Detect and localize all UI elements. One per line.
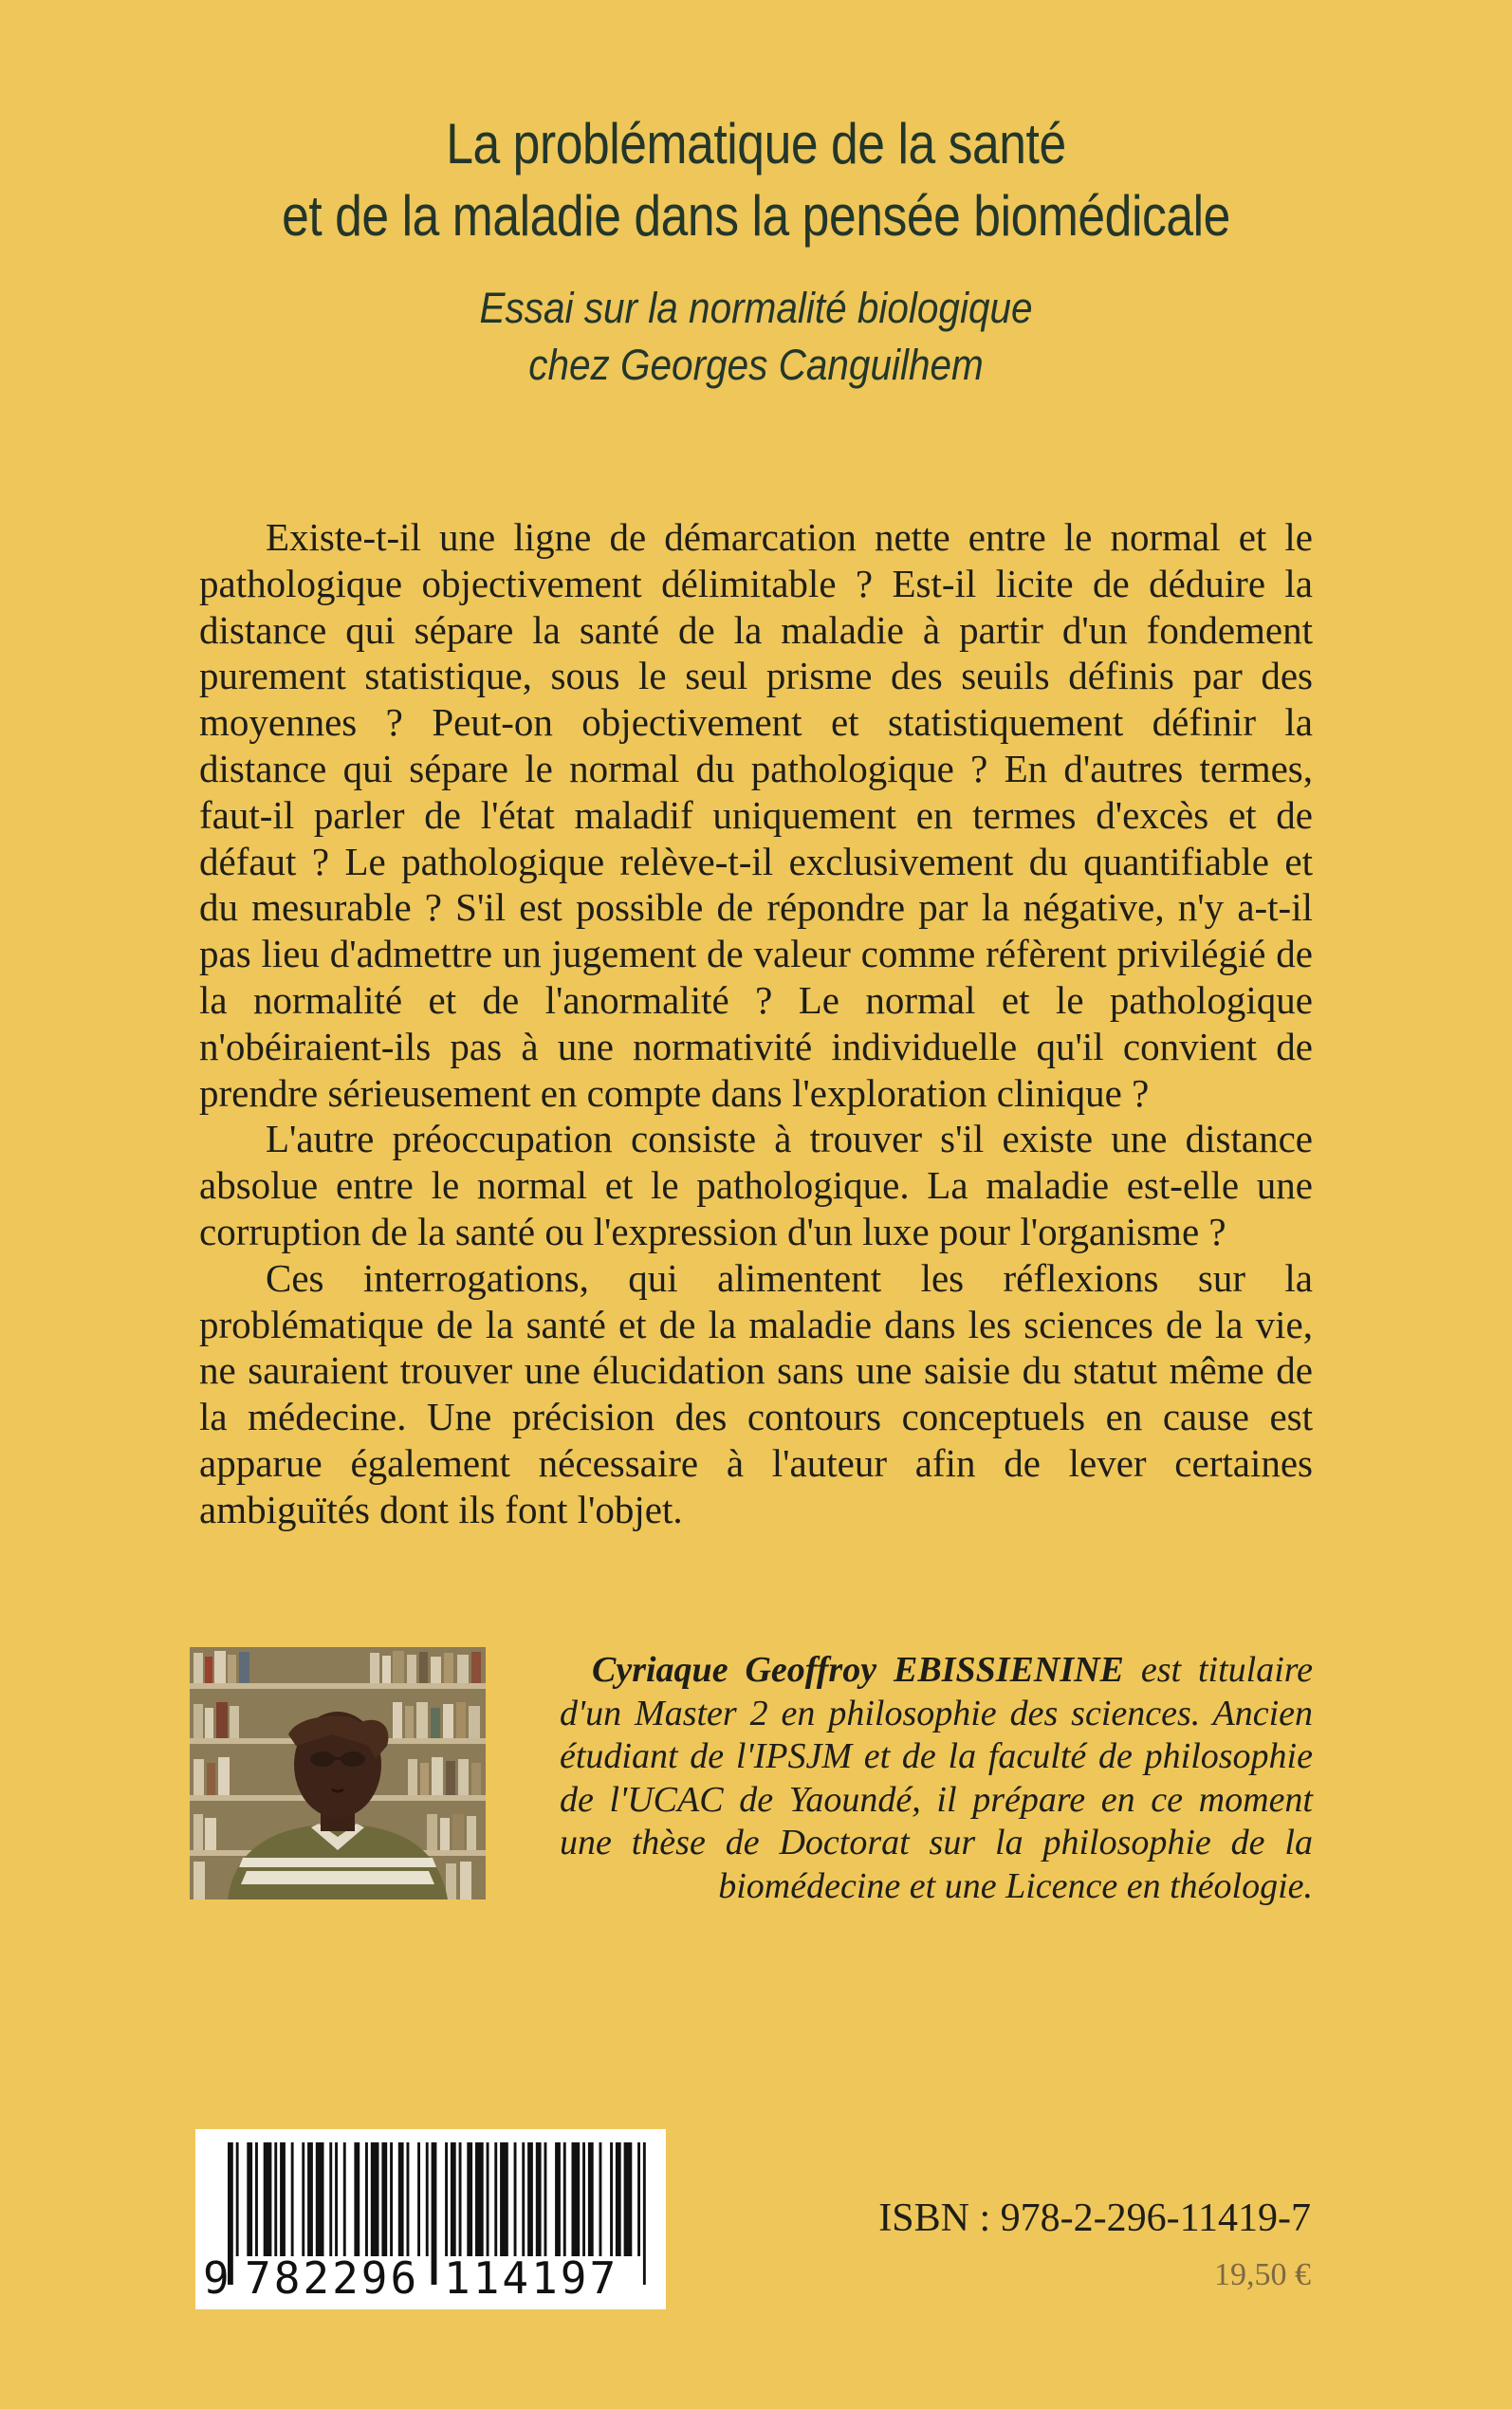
barcode-bar xyxy=(445,2142,448,2256)
barcode-bar xyxy=(354,2142,360,2256)
barcode-bar xyxy=(407,2142,410,2256)
book-title-line-1: La problématique de la santé xyxy=(446,112,1066,176)
barcode-bar xyxy=(390,2142,393,2256)
blurb xyxy=(199,514,1313,1533)
barcode-bar xyxy=(487,2142,489,2256)
book-subtitle-line-2: chez Georges Canguilhem xyxy=(528,341,984,389)
barcode-bar xyxy=(610,2142,613,2256)
author-bio-text: est titulaire d'un Master 2 en philosophie des sciences. Ancien étudiant de l'IPSJM et de la faculté de philosophie de l'UCAC de Yaoundé, il prépare en ce moment une thèse de Doctorat sur la philosophie de la biomédecine et une Licence en théologie. xyxy=(560,1650,1314,1906)
barcode-bar xyxy=(599,2142,602,2256)
barcode-bar xyxy=(302,2142,304,2256)
barcode-group-2: 114197 xyxy=(444,2252,619,2304)
barcode-bar xyxy=(371,2142,379,2256)
barcode-bar xyxy=(536,2142,542,2256)
barcode-bar xyxy=(522,2142,525,2256)
barcode-bar xyxy=(343,2142,346,2256)
barcode-bar xyxy=(274,2142,277,2256)
barcode-bar xyxy=(417,2142,420,2256)
barcode-bar xyxy=(291,2142,294,2256)
barcode-bar xyxy=(236,2142,239,2256)
barcode-bar xyxy=(616,2142,621,2256)
barcode-bar xyxy=(316,2142,324,2256)
barcode-bar xyxy=(555,2142,561,2256)
author-bio-paragraph xyxy=(560,1649,1313,1908)
isbn: ISBN : 978-2-296-11419-7 xyxy=(878,2196,1311,2240)
barcode-bar xyxy=(563,2142,566,2256)
barcode-bar xyxy=(255,2142,258,2256)
book-subtitle-line-1: Essai sur la normalité biologique xyxy=(479,284,1033,332)
barcode-bar xyxy=(264,2142,272,2256)
barcode-bar xyxy=(582,2142,585,2256)
book-title-line-2: et de la maladie dans la pensée biomédicale xyxy=(282,184,1230,248)
barcode-bar xyxy=(398,2142,404,2256)
blurb-paragraph-1: Existe-t-il une ligne de démarcation nette entre le normal et le pathologique objectivement délimitable ? Est-il licite de déduire la distance qui sépare la santé de la maladie à partir d'un fondement purement statistique, sous le seul prisme des seuils définis par des moyennes ? Peut-on objectivement et statistiquement définir la distance qui sépare le normal du pathologique ? En d'autres termes, faut-il parler de l'état maladif uniquement en termes d'excès et de défaut ? Le pathologique relève-t-il exclusivement du quantifiable et du mesurable ? S'il est possible de répondre par la négative, n'y a-t-il pas lieu d'admettre un jugement de valeur comme réfèrent privilégié de la normalité et de l'anormalité ? Le normal et le pathologique n'obéiraient-ils pas à une normativité individuelle qu'il convient de prendre sérieusement en compte dans l'exploration clinique ? xyxy=(199,515,1313,1115)
barcode-bar xyxy=(365,2142,368,2256)
barcode-bar xyxy=(572,2142,581,2256)
barcode-first-digit: 9 xyxy=(203,2252,230,2304)
author-name: Cyriaque Geoffroy EBISSIENINE xyxy=(592,1650,1124,1690)
barcode-bar xyxy=(280,2142,286,2256)
barcode-bar xyxy=(459,2142,462,2256)
barcode-bar xyxy=(467,2142,472,2256)
barcode xyxy=(195,2129,666,2309)
blurb-paragraph-3: Ces interrogations, qui alimentent les réflexions sur la problématique de la santé et de la maladie dans les sciences de la vie, ne sauraient trouver une élucidation sans une saisie du statut même de la médecine. Une précision des contours conceptuels en cause est apparue également nécessaire à l'auteur afin de lever certaines ambiguïtés dont ils font l'objet. xyxy=(199,1255,1313,1531)
barcode-bar xyxy=(381,2142,387,2256)
barcode-bar xyxy=(426,2142,429,2256)
barcode-bar xyxy=(500,2142,508,2256)
barcode-bar xyxy=(514,2142,517,2256)
barcode-bar xyxy=(643,2142,646,2285)
barcode-group-1: 782296 xyxy=(245,2252,420,2304)
barcode-bar xyxy=(451,2142,456,2256)
blurb-paragraph-2: L'autre préoccupation consiste à trouver s'il existe une distance absolue entre le normal et le pathologique. La maladie est-elle une corruption de la santé ou l'expression d'un luxe pour l'organisme ? xyxy=(199,1117,1313,1253)
barcode-bar xyxy=(475,2142,484,2256)
author-bio xyxy=(560,1649,1313,1908)
barcode-bar xyxy=(624,2142,633,2256)
barcode-bar xyxy=(329,2142,332,2256)
barcode-bar xyxy=(432,2142,437,2285)
barcode-bar xyxy=(307,2142,313,2256)
price: 19,50 € xyxy=(1214,2257,1311,2292)
barcode-bar xyxy=(637,2142,640,2256)
barcode-bar xyxy=(527,2142,533,2256)
barcode-bar xyxy=(544,2142,547,2256)
barcode-bar xyxy=(247,2142,252,2256)
author-photo xyxy=(190,1647,486,1899)
barcode-bar xyxy=(494,2142,497,2256)
barcode-bar xyxy=(335,2142,338,2256)
barcode-bar xyxy=(588,2142,594,2256)
